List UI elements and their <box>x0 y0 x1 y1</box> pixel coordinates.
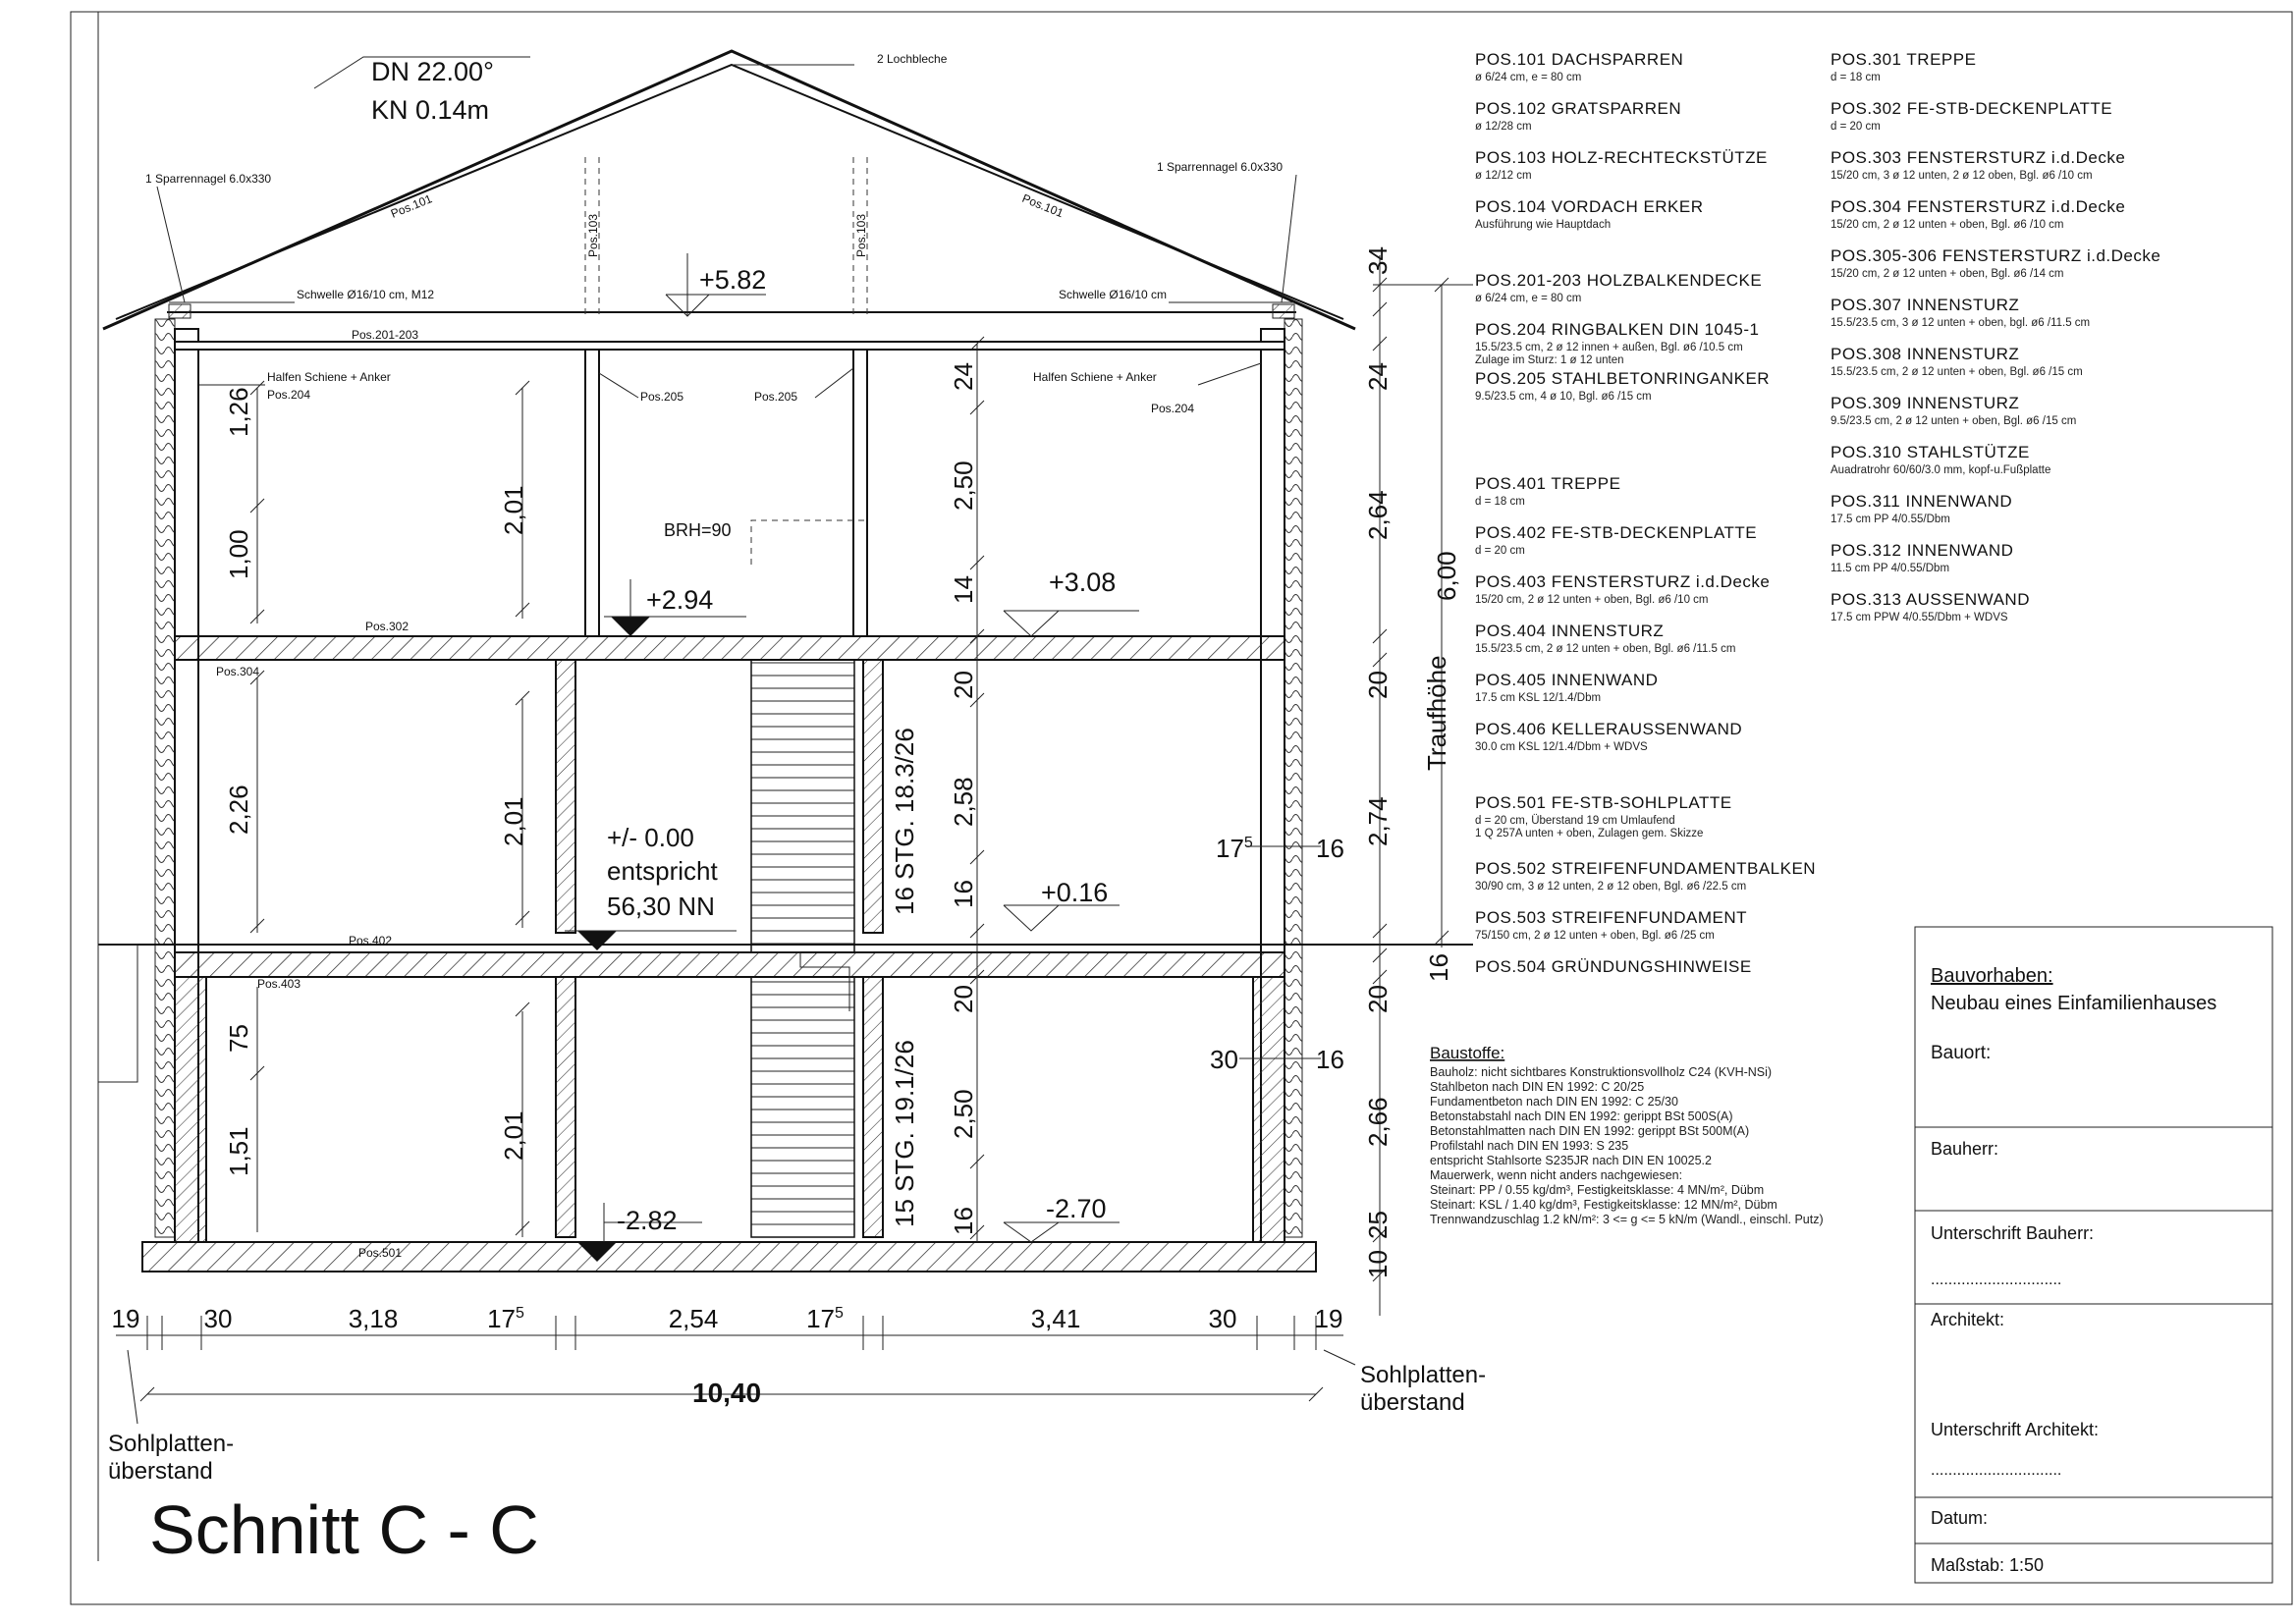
lochbleche-label: 2 Lochbleche <box>877 52 948 66</box>
dim-eg-226: 2,26 <box>224 785 253 835</box>
dim-stair-20a: 20 <box>949 671 978 699</box>
position-positions_col2-10-title: POS.312 INNENWAND <box>1831 541 2014 560</box>
building-section <box>98 319 1473 1272</box>
baustoffe-line: Trennwandzuschlag 1.2 kN/m²: 3 <= g <= 5 kN/m (Wandl., einschl. Putz) <box>1430 1213 1824 1226</box>
position-positions_col2-2-title: POS.303 FENSTERSTURZ i.d.Decke <box>1831 148 2126 167</box>
baustoffe-line: Stahlbeton nach DIN EN 1992: C 20/25 <box>1430 1080 1645 1094</box>
position-positions_col1-13-detail: d = 20 cm, Überstand 19 cm Umlaufend <box>1475 815 1675 827</box>
level-eg-right: +0.16 <box>1041 878 1109 907</box>
horizontal-dim-3: $17^5$ <box>487 1304 524 1333</box>
baustoffe-line: Fundamentbeton nach DIN EN 1992: C 25/30 <box>1430 1095 1678 1109</box>
horizontal-dim-8: 19 <box>1314 1304 1343 1333</box>
horizontal-dim-0: 19 <box>111 1304 140 1333</box>
position-positions_col1-4-detail: ø 6/24 cm, e = 80 cm <box>1475 293 1582 304</box>
position-positions_col1-9-title: POS.403 FENSTERSTURZ i.d.Decke <box>1475 572 1771 591</box>
position-positions_col1-1-detail: ø 12/28 cm <box>1475 121 1532 133</box>
position-positions_col2-0-title: POS.301 TREPPE <box>1831 50 1977 69</box>
position-positions_col2-1-detail: d = 20 cm <box>1831 121 1881 133</box>
position-positions_col2-9-detail: 17.5 cm PP 4/0.55/Dbm <box>1831 514 1950 525</box>
baustoffe-line: Steinart: KSL / 1.40 kg/dm³, Festigkeitsklasse: 12 MN/m², Dübm <box>1430 1198 1777 1212</box>
level-kg-right: -2.70 <box>1046 1194 1107 1223</box>
positions-legend-col2 <box>1831 50 2160 623</box>
signature-line-architekt: .............................. <box>1931 1462 2062 1479</box>
dim-total-600: 6,00 <box>1432 551 1461 601</box>
level-top: +5.82 <box>699 265 767 295</box>
dim-right-20b: 20 <box>1363 985 1393 1013</box>
dim-right-274: 2,74 <box>1363 796 1393 846</box>
halfen-left-label: Halfen Schiene + Anker <box>267 370 391 384</box>
datum-label: Datum: <box>1931 1508 1989 1528</box>
dim-right-25: 25 <box>1363 1211 1393 1239</box>
baustoffe-line: Profilstahl nach DIN EN 1993: S 235 <box>1430 1139 1629 1153</box>
baustoffe-line: entspricht Stahlsorte S235JR nach DIN EN 10025.2 <box>1430 1154 1712 1167</box>
position-positions_col1-15-detail: 75/150 cm, 2 ø 12 unten + oben, Bgl. ø6 /25 cm <box>1475 930 1715 942</box>
pos302-label: Pos.302 <box>365 620 410 633</box>
bauherr-label: Bauherr: <box>1931 1139 1999 1159</box>
overhang-right-1: Sohlplatten- <box>1360 1362 1487 1388</box>
horizontal-dim-6: 3,41 <box>1030 1304 1081 1333</box>
position-positions_col2-11-title: POS.313 AUSSENWAND <box>1831 590 2030 609</box>
dim-stair-16a: 16 <box>949 880 978 908</box>
position-positions_col2-6-title: POS.308 INNENSTURZ <box>1831 345 2020 363</box>
position-positions_col2-7-title: POS.309 INNENSTURZ <box>1831 394 2020 412</box>
wall-dim-175: $17^5$ <box>1216 834 1253 863</box>
dim-right-20a: 20 <box>1363 671 1393 699</box>
bauort-label: Bauort: <box>1931 1043 1992 1063</box>
position-positions_col2-5-title: POS.307 INNENSTURZ <box>1831 296 2020 314</box>
position-positions_col1-0-detail: ø 6/24 cm, e = 80 cm <box>1475 72 1582 83</box>
baustoffe-heading: Baustoffe: <box>1430 1044 1505 1062</box>
baustoffe-line: Bauholz: nicht sichtbares Konstruktionsvollholz C24 (KVH-NSi) <box>1430 1065 1773 1079</box>
dim-right-266: 2,66 <box>1363 1097 1393 1147</box>
overhang-right-2: überstand <box>1360 1389 1465 1416</box>
dim-og-201: 2,01 <box>499 485 528 535</box>
positions-legend-col1 <box>1475 50 1816 976</box>
dim-kg-201: 2,01 <box>499 1110 528 1161</box>
baustoffe-line: Betonstahlmatten nach DIN EN 1992: gerippt BSt 500M(A) <box>1430 1124 1750 1138</box>
materials-block <box>1430 1044 1824 1226</box>
position-positions_col1-15-title: POS.503 STREIFENFUNDAMENT <box>1475 908 1747 927</box>
horizontal-dim-1: 30 <box>203 1304 233 1333</box>
dim-stair-14: 14 <box>949 575 978 604</box>
horizontal-dim-4: 2,54 <box>668 1304 719 1333</box>
position-positions_col2-8-title: POS.310 STAHLSTÜTZE <box>1831 443 2030 461</box>
position-positions_col1-14-title: POS.502 STREIFENFUNDAMENTBALKEN <box>1475 859 1817 878</box>
traufhoehe-label: Traufhöhe <box>1422 655 1451 771</box>
position-positions_col2-0-detail: d = 18 cm <box>1831 72 1881 83</box>
pos204-right-label: Pos.204 <box>1151 402 1195 415</box>
title-block <box>1915 927 2272 1583</box>
position-positions_col1-13-detail: 1 Q 257A unten + oben, Zulagen gem. Skizze <box>1475 828 1704 839</box>
position-positions_col1-1-title: POS.102 GRATSPARREN <box>1475 99 1682 118</box>
bauvorhaben-value: Neubau eines Einfamilienhauses <box>1931 993 2217 1014</box>
halfen-right-label: Halfen Schiene + Anker <box>1033 370 1157 384</box>
schwelle-left-label: Schwelle Ø16/10 cm, M12 <box>297 288 435 301</box>
pos201-label: Pos.201-203 <box>352 328 419 342</box>
pos205-b-label: Pos.205 <box>754 390 798 404</box>
position-positions_col2-5-detail: 15.5/23.5 cm, 3 ø 12 unten + oben, bgl. ø6 /11.5 cm <box>1831 317 2091 329</box>
position-positions_col1-2-title: POS.103 HOLZ-RECHTECKSTÜTZE <box>1475 148 1768 167</box>
position-positions_col1-3-detail: Ausführung wie Hauptdach <box>1475 219 1612 231</box>
position-positions_col1-11-title: POS.405 INNENWAND <box>1475 671 1659 689</box>
drawing-title: Schnitt C - C <box>149 1491 539 1568</box>
position-positions_col1-4-title: POS.201-203 HOLZBALKENDECKE <box>1475 271 1763 290</box>
position-positions_col1-8-title: POS.402 FE-STB-DECKENPLATTE <box>1475 523 1758 542</box>
unterschrift-bauherr-label: Unterschrift Bauherr: <box>1931 1223 2095 1243</box>
sparrennagel-left-label: 1 Sparrennagel 6.0x330 <box>145 172 272 186</box>
pos101-right-label: Pos.101 <box>1019 190 1066 221</box>
horizontal-dim-5: $17^5$ <box>806 1304 844 1333</box>
position-positions_col1-7-detail: d = 18 cm <box>1475 496 1525 508</box>
dim-total-width: 10,40 <box>692 1378 762 1408</box>
horizontal-dim-2: 3,18 <box>348 1304 399 1333</box>
position-positions_col1-6-detail: 9.5/23.5 cm, 4 ø 10, Bgl. ø6 /15 cm <box>1475 391 1652 403</box>
position-positions_col1-7-title: POS.401 TREPPE <box>1475 474 1621 493</box>
dim-og-126: 1,26 <box>224 387 253 437</box>
position-positions_col1-6-title: POS.205 STAHLBETONRINGANKER <box>1475 369 1771 388</box>
roof-pitch-label: DN 22.00° <box>371 57 494 86</box>
pos501-label: Pos.501 <box>358 1246 403 1260</box>
dim-right-264: 2,64 <box>1363 490 1393 540</box>
position-positions_col1-11-detail: 17.5 cm KSL 12/1.4/Dbm <box>1475 692 1602 704</box>
position-positions_col2-3-detail: 15/20 cm, 2 ø 12 unten + oben, Bgl. ø6 /10 cm <box>1831 219 2064 231</box>
dim-stair-250a: 2,50 <box>949 460 978 511</box>
position-positions_col1-13-title: POS.501 FE-STB-SOHLPLATTE <box>1475 793 1732 812</box>
stair-steps-lower: 15 STG. 19.1/26 <box>890 1040 919 1227</box>
position-positions_col2-1-title: POS.302 FE-STB-DECKENPLATTE <box>1831 99 2113 118</box>
dim-stair-24: 24 <box>949 362 978 391</box>
pos304-label: Pos.304 <box>216 665 260 678</box>
pos101-left-label: Pos.101 <box>388 191 434 221</box>
sparrennagel-right-label: 1 Sparrennagel 6.0x330 <box>1157 160 1284 174</box>
position-positions_col1-2-detail: ø 12/12 cm <box>1475 170 1532 182</box>
dim-eg-201: 2,01 <box>499 796 528 846</box>
position-positions_col2-2-detail: 15/20 cm, 3 ø 12 unten, 2 ø 12 oben, Bgl. ø6 /10 cm <box>1831 170 2093 182</box>
dim-right-10: 10 <box>1363 1250 1393 1278</box>
knee-height-label: KN 0.14m <box>371 95 490 125</box>
pos402-label: Pos.402 <box>349 934 393 947</box>
position-positions_col2-3-title: POS.304 FENSTERSTURZ i.d.Decke <box>1831 197 2126 216</box>
position-positions_col1-9-detail: 15/20 cm, 2 ø 12 unten + oben, Bgl. ø6 /10 cm <box>1475 594 1709 606</box>
dim-right-16: 16 <box>1424 953 1453 982</box>
position-positions_col2-8-detail: Auadratrohr 60/60/3.0 mm, kopf-u.Fußplatte <box>1831 464 2051 476</box>
position-positions_col1-0-title: POS.101 DACHSPARREN <box>1475 50 1684 69</box>
pos205-a-label: Pos.205 <box>640 390 684 404</box>
dim-kg-75: 75 <box>224 1024 253 1053</box>
dim-stair-258: 2,58 <box>949 777 978 827</box>
dim-stair-16b: 16 <box>949 1207 978 1235</box>
position-positions_col1-5-title: POS.204 RINGBALKEN DIN 1045-1 <box>1475 320 1760 339</box>
overhang-left-1: Sohlplatten- <box>108 1431 235 1457</box>
unterschrift-architekt-label: Unterschrift Architekt: <box>1931 1420 2100 1439</box>
pos403-label: Pos.403 <box>257 977 301 991</box>
pos204-left-label: Pos.204 <box>267 388 311 402</box>
pos103-a-label: Pos.103 <box>586 213 600 257</box>
position-positions_col2-4-detail: 15/20 cm, 2 ø 12 unten + oben, Bgl. ø6 /14 cm <box>1831 268 2064 280</box>
position-positions_col1-5-detail: 15.5/23.5 cm, 2 ø 12 innen + außen, Bgl. ø6 /10.5 cm <box>1475 342 1743 353</box>
stair-steps-upper: 16 STG. 18.3/26 <box>890 728 919 915</box>
position-positions_col2-11-detail: 17.5 cm PPW 4/0.55/Dbm + WDVS <box>1831 612 2008 623</box>
wall-dim-16b: 16 <box>1316 1045 1344 1074</box>
horizontal-dimension-labels <box>112 1304 1343 1333</box>
level-kg-left: -2.82 <box>617 1206 678 1235</box>
dim-stair-250b: 2,50 <box>949 1089 978 1139</box>
position-positions_col2-10-detail: 11.5 cm PP 4/0.55/Dbm <box>1831 563 1950 574</box>
level-og-right: +3.08 <box>1049 568 1117 597</box>
wall-dim-30: 30 <box>1210 1045 1238 1074</box>
baustoffe-line: Mauerwerk, wenn nicht anders nachgewiesen: <box>1430 1168 1683 1182</box>
architekt-label: Architekt: <box>1931 1310 2005 1329</box>
position-positions_col2-4-title: POS.305-306 FENSTERSTURZ i.d.Decke <box>1831 246 2161 265</box>
horizontal-dim-7: 30 <box>1208 1304 1237 1333</box>
level-eg-entspricht: entspricht <box>607 856 718 886</box>
position-positions_col2-6-detail: 15.5/23.5 cm, 2 ø 12 unten + oben, Bgl. ø6 /15 cm <box>1831 366 2083 378</box>
position-positions_col1-10-title: POS.404 INNENSTURZ <box>1475 622 1665 640</box>
position-positions_col1-14-detail: 30/90 cm, 3 ø 12 unten, 2 ø 12 oben, Bgl. ø6 /22.5 cm <box>1475 881 1747 893</box>
overhang-left-2: überstand <box>108 1458 213 1485</box>
signature-line-bauherr: .............................. <box>1931 1272 2062 1288</box>
level-og-left: +2.94 <box>646 585 714 615</box>
bauvorhaben-label: Bauvorhaben: <box>1931 965 2053 987</box>
level-eg-zero: +/- 0.00 <box>607 823 694 852</box>
position-positions_col1-12-title: POS.406 KELLERAUSSENWAND <box>1475 720 1743 738</box>
massstab-label: Maßstab: 1:50 <box>1931 1555 2045 1575</box>
position-positions_col1-12-detail: 30.0 cm KSL 12/1.4/Dbm + WDVS <box>1475 741 1648 753</box>
position-positions_col2-9-title: POS.311 INNENWAND <box>1831 492 2013 511</box>
position-positions_col1-8-detail: d = 20 cm <box>1475 545 1525 557</box>
dim-stair-20b: 20 <box>949 985 978 1013</box>
dim-kg-151: 1,51 <box>224 1126 253 1176</box>
schwelle-right-label: Schwelle Ø16/10 cm <box>1059 288 1168 301</box>
dim-og-100: 1,00 <box>224 529 253 579</box>
position-positions_col1-16-title: POS.504 GRÜNDUNGSHINWEISE <box>1475 957 1752 976</box>
position-positions_col2-7-detail: 9.5/23.5 cm, 2 ø 12 unten + oben, Bgl. ø6 /15 cm <box>1831 415 2077 427</box>
pos103-b-label: Pos.103 <box>854 213 868 257</box>
position-positions_col1-3-title: POS.104 VORDACH ERKER <box>1475 197 1704 216</box>
brh-label: BRH=90 <box>664 520 732 540</box>
baustoffe-line: Betonstabstahl nach DIN EN 1992: gerippt BSt 500S(A) <box>1430 1110 1733 1123</box>
dim-right-34: 34 <box>1363 246 1393 275</box>
baustoffe-line: Steinart: PP / 0.55 kg/dm³, Festigkeitsklasse: 4 MN/m², Dübm <box>1430 1183 1765 1197</box>
wall-dim-16a: 16 <box>1316 834 1344 863</box>
dim-right-24: 24 <box>1363 362 1393 391</box>
level-eg-nn: 56,30 NN <box>607 892 715 921</box>
position-positions_col1-5-detail: Zulage im Sturz: 1 ø 12 unten <box>1475 354 1624 366</box>
position-positions_col1-10-detail: 15.5/23.5 cm, 2 ø 12 unten + oben, Bgl. ø6 /11.5 cm <box>1475 643 1736 655</box>
